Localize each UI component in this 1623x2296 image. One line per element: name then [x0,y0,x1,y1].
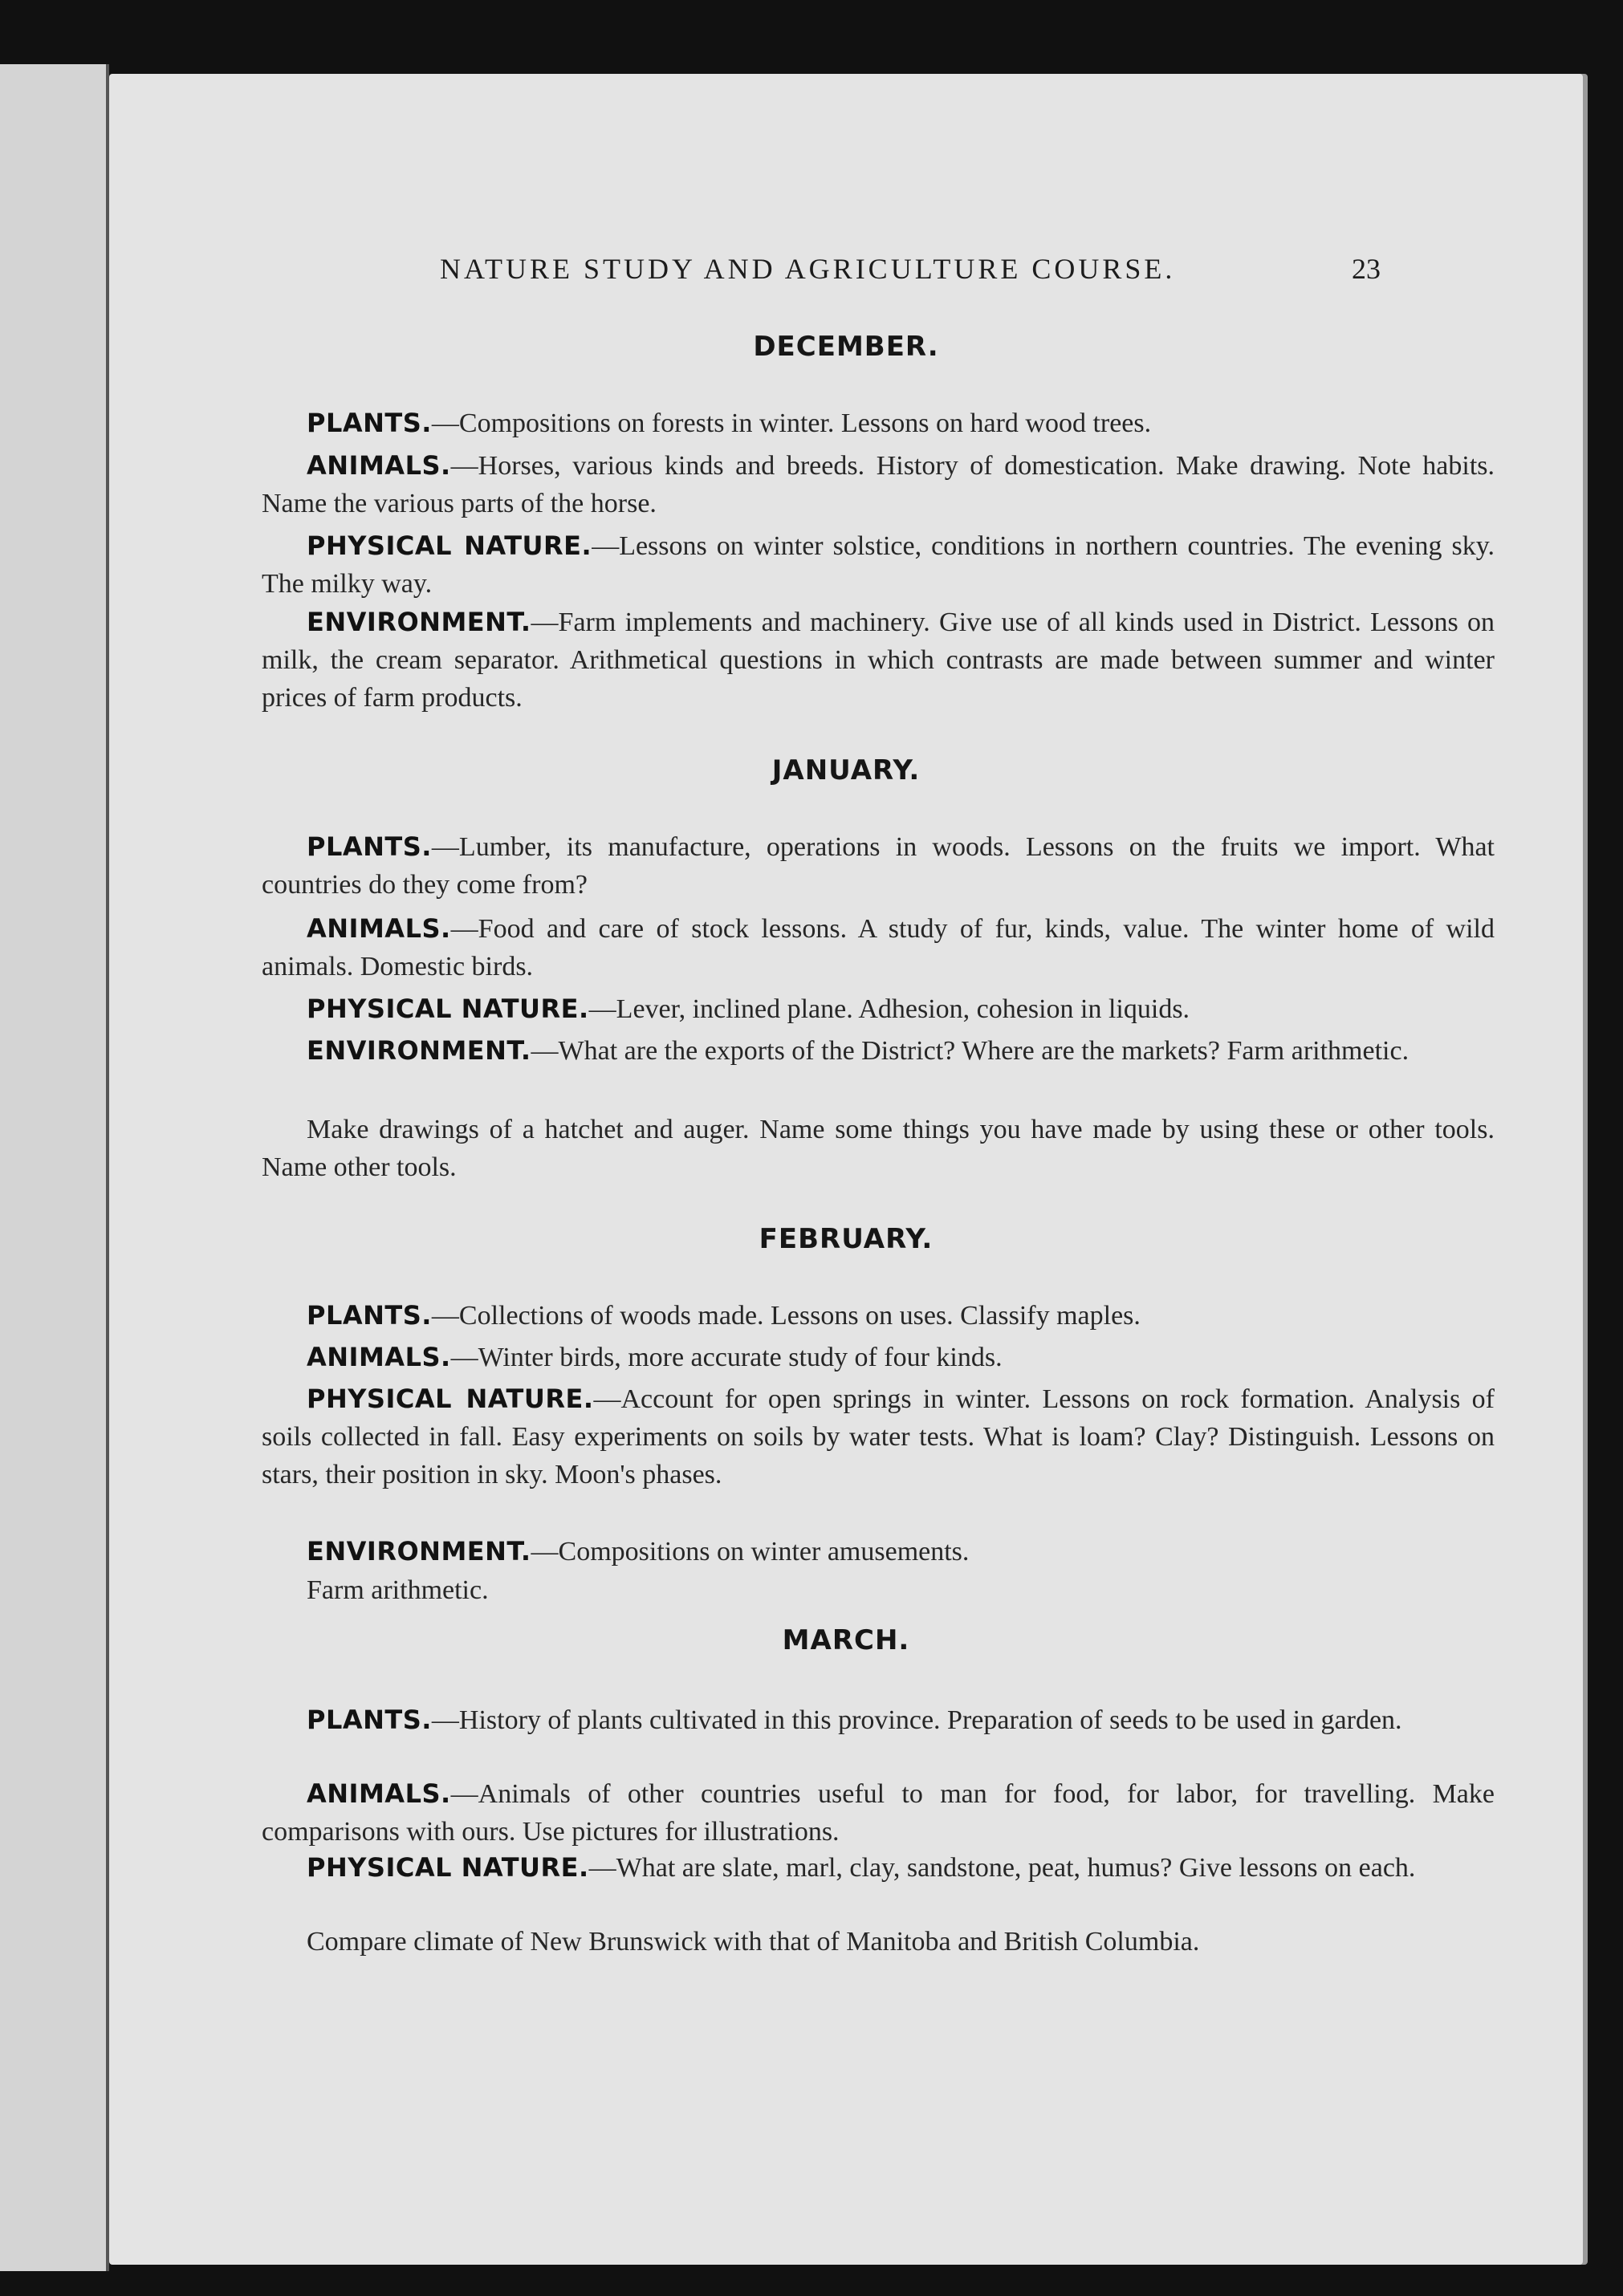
paragraph-text: —Lumber, its manufacture, operations in woods. Lessons on the fruits we import. What countries do they come from? [262,832,1495,900]
book-page [109,74,1583,2265]
march-animals-paragraph [262,1775,1495,1851]
february-animals-paragraph [262,1339,1495,1376]
paragraph-text: —Lever, inclined plane. Adhesion, cohesion in liquids. [588,994,1190,1024]
month-heading-february: FEBRUARY. [759,1223,934,1255]
physical-nature-subhead: PHYSICAL NATURE. [307,530,592,561]
page-header [109,252,1583,292]
paragraph-text: —Account for open springs in winter. Lessons on rock formation. Analysis of soils collected in fall. Easy experiments on soils by water tests. What is loam? Clay? Distinguish. Lessons on stars, their position in sky. Moon's phases. [262,1384,1495,1489]
february-farm-arithmetic-line: Farm arithmetic. [307,1575,489,1605]
january-environment-paragraph [262,1032,1495,1070]
paragraph-text: —History of plants cultivated in this province. Preparation of seeds to be used in garden. [431,1705,1402,1735]
paragraph-text: —What are slate, marl, clay, sandstone, peat, humus? Give lessons on each. [588,1853,1416,1883]
january-physical-nature-paragraph [262,990,1495,1028]
animals-subhead: ANIMALS. [307,913,451,944]
paragraph-text: —Food and care of stock lessons. A study of fur, kinds, value. The winter home of wild animals. Domestic birds. [262,914,1495,981]
physical-nature-subhead: PHYSICAL NATURE. [307,994,589,1024]
animals-subhead: ANIMALS. [307,1778,451,1809]
january-drawings-paragraph: Make drawings of a hatchet and auger. Name some things you have made by using these or other tools. Name other tools. [262,1115,1495,1182]
february-environment-paragraph [262,1533,1495,1571]
environment-subhead: ENVIRONMENT. [307,1035,531,1066]
animals-subhead: ANIMALS. [307,1342,451,1372]
february-physical-nature-paragraph [262,1380,1495,1493]
january-plants-paragraph [262,828,1495,904]
environment-subhead: ENVIRONMENT. [307,1536,531,1567]
february-plants-paragraph [262,1297,1495,1335]
paragraph-text: —What are the exports of the District? Where are the markets? Farm arithmetic. [531,1036,1409,1066]
paragraph-text: —Horses, various kinds and breeds. History of domestication. Make drawing. Note habits. Name the various parts of the horse. [262,451,1495,518]
december-plants-paragraph [262,404,1495,442]
march-climate-paragraph: Compare climate of New Brunswick with that of Manitoba and British Columbia. [307,1927,1200,1957]
december-animals-paragraph [262,447,1495,522]
physical-nature-subhead: PHYSICAL NATURE. [307,1852,589,1883]
plants-subhead: PLANTS. [307,1705,432,1735]
animals-subhead: ANIMALS. [307,450,451,481]
plants-subhead: PLANTS. [307,408,432,438]
environment-subhead: ENVIRONMENT. [307,607,531,637]
facing-page-edge [0,64,109,2271]
plants-subhead: PLANTS. [307,831,432,862]
plants-subhead: PLANTS. [307,1300,432,1331]
page-number: 23 [1352,253,1381,285]
running-head: NATURE STUDY AND AGRICULTURE COURSE. [440,253,1176,285]
physical-nature-subhead: PHYSICAL NATURE. [307,1384,594,1414]
month-heading-december: DECEMBER. [753,331,939,363]
march-plants-paragraph [262,1701,1495,1739]
month-heading-january: JANUARY. [771,754,921,786]
paragraph-text: —Animals of other countries useful to man for food, for labor, for travelling. Make comparisons with ours. Use pictures for illustrations. [262,1779,1495,1847]
december-environment-paragraph [262,603,1495,717]
paragraph-text: —Compositions on winter amusements. [531,1537,970,1567]
paragraph-text: —Farm implements and machinery. Give use of all kinds used in District. Lessons on milk, the cream separator. Arithmetical questions in which contrasts are made between summer and winter prices of farm products. [262,608,1495,713]
paragraph-text: —Winter birds, more accurate study of four kinds. [450,1343,1003,1372]
march-physical-nature-paragraph [262,1849,1495,1887]
paragraph-text: —Collections of woods made. Lessons on uses. Classify maples. [431,1301,1141,1331]
month-heading-march: MARCH. [782,1624,910,1656]
paragraph-text: —Lessons on winter solstice, conditions in northern countries. The evening sky. The milky way. [262,531,1495,599]
paragraph-text: —Compositions on forests in winter. Lessons on hard wood trees. [431,408,1152,438]
january-animals-paragraph [262,910,1495,985]
december-physical-nature-paragraph [262,527,1495,603]
